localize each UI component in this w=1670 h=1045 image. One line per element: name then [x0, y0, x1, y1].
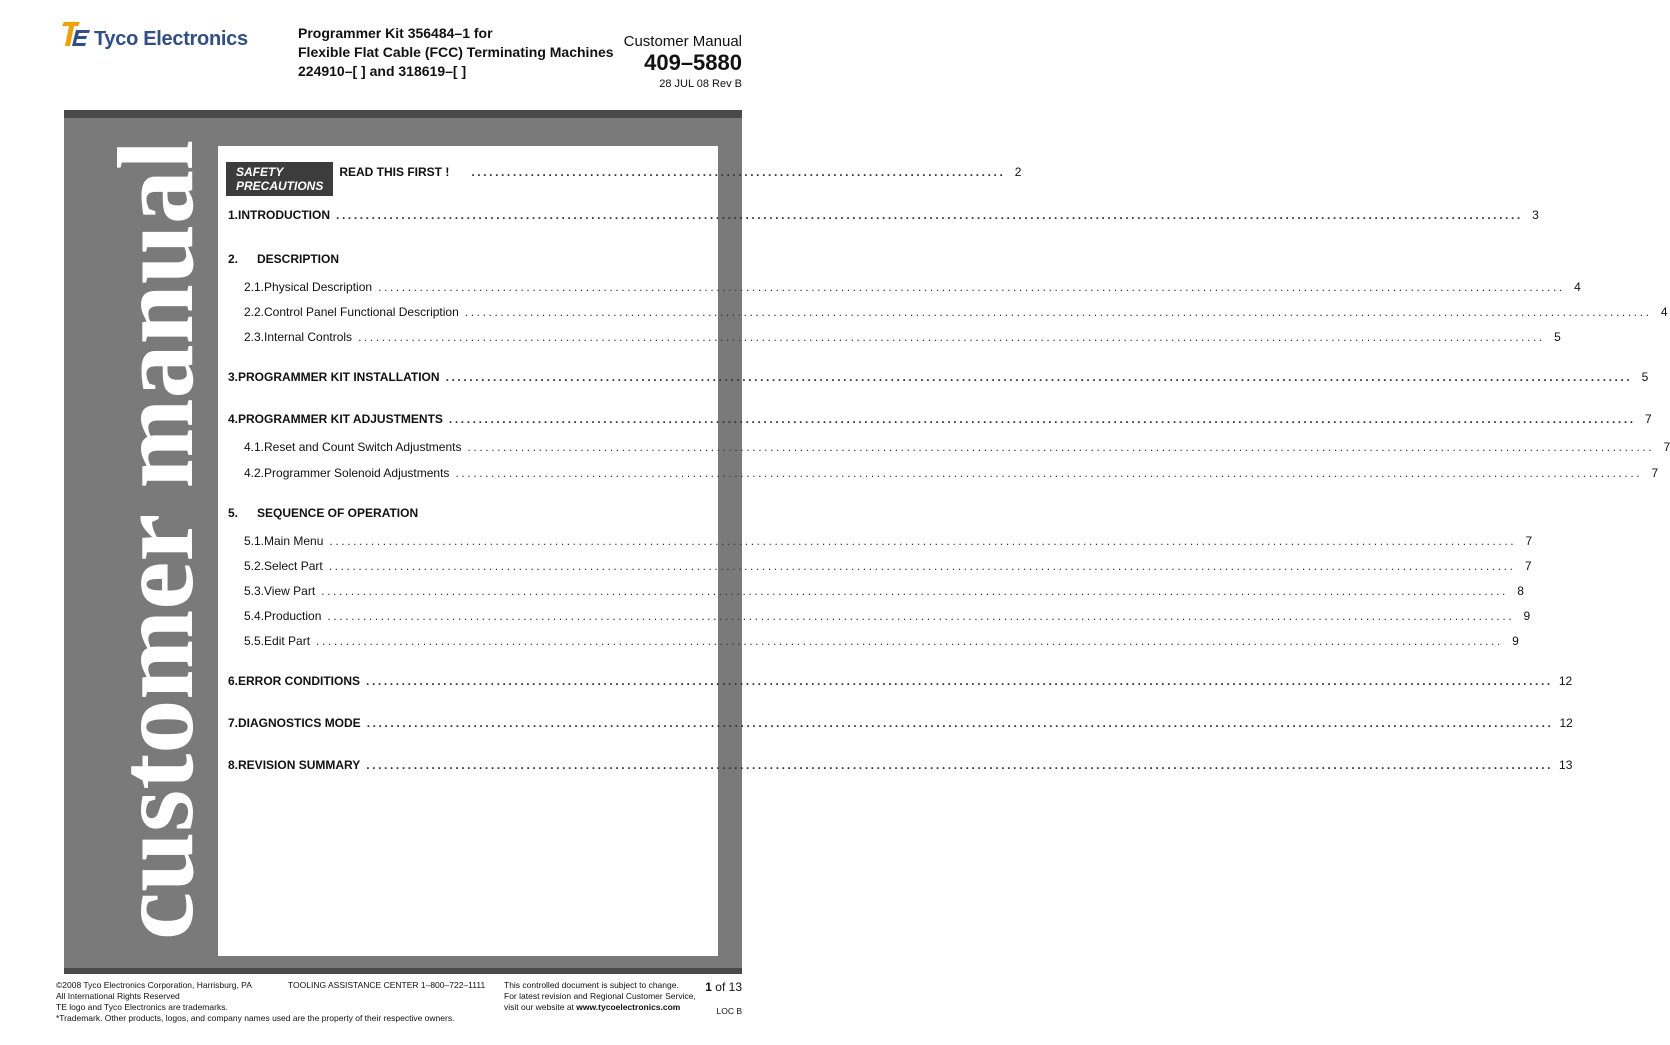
toc-entry[interactable] — [228, 208, 1539, 226]
toc-number: 5. — [228, 506, 239, 520]
toc-label: ERROR CONDITIONS — [238, 674, 361, 688]
website-prefix: visit our website at — [504, 1002, 577, 1012]
title-line-3: 224910–[ ] and 318619–[ ] — [298, 63, 467, 79]
toc-leader: ........................................................................................................................................................................................................ — [378, 280, 1565, 294]
toc-leader: ........................................................................................................................................................................................................ — [448, 412, 1636, 426]
toc-label: PROGRAMMER KIT INSTALLATION — [238, 370, 440, 384]
page-total: of 13 — [711, 980, 742, 994]
toc-safety[interactable] — [228, 162, 1022, 193]
toc-number: 5.3. — [244, 584, 265, 598]
vertical-banner — [64, 110, 214, 970]
document-type: Customer Manual — [623, 33, 742, 50]
toc-page: 7 — [1645, 412, 1652, 426]
toc-page: 9 — [1512, 634, 1519, 648]
toc-label: Programmer Solenoid Adjustments — [264, 466, 450, 480]
frame-bottom-bar — [64, 968, 742, 974]
toc-label: Select Part — [264, 559, 323, 573]
toc-page: 12 — [1558, 674, 1573, 688]
toc-leader: .......................................................................................... — [471, 165, 1006, 179]
toc-entry[interactable] — [244, 559, 1532, 577]
toc-leader: ........................................................................................................................................................................................................ — [445, 370, 1633, 384]
toc-number: 5.1. — [244, 534, 265, 548]
toc-leader: ........................................................................................................................................................................................................ — [366, 674, 1553, 688]
title-line-2: Flexible Flat Cable (FCC) Terminating Machines — [298, 44, 614, 60]
toc-leader: ........................................................................................................................................................................................................ — [455, 466, 1643, 480]
table-of-contents — [218, 146, 1670, 956]
toc-leader: ........................................................................................................................................................................................................ — [327, 609, 1515, 623]
toc-entry[interactable] — [244, 584, 1524, 602]
website-line — [504, 1002, 696, 1013]
te-logo-icon — [62, 18, 92, 50]
toc-number: 7. — [228, 716, 239, 730]
company-name: Tyco Electronics — [94, 28, 248, 50]
toc-leader: ........................................................................................................................................................................................................ — [316, 634, 1503, 648]
toc-entry[interactable] — [228, 506, 708, 524]
toc-entry[interactable] — [244, 440, 1670, 458]
toc-page: 2 — [1014, 165, 1022, 179]
toc-leader: ........................................................................................................................................................................................................ — [328, 559, 1516, 573]
company-logo — [62, 16, 277, 56]
toc-page: 5 — [1554, 330, 1561, 344]
toc-entry[interactable] — [228, 674, 1573, 692]
footer-controlled — [504, 980, 696, 1013]
toc-page: 4 — [1574, 280, 1581, 294]
toc-number: 5.5. — [244, 634, 265, 648]
toc-label: INTRODUCTION — [238, 208, 331, 222]
toc-number: 6. — [228, 674, 239, 688]
toc-number: 8. — [228, 758, 239, 772]
page-indicator — [705, 982, 742, 993]
document-number: 409–5880 — [644, 50, 742, 75]
toc-label: Physical Description — [264, 280, 373, 294]
toc-label: Internal Controls — [264, 330, 353, 344]
footer-tooling: TOOLING ASSISTANCE CENTER 1–800–722–1111 — [288, 980, 486, 990]
toc-number: 4. — [228, 412, 239, 426]
toc-number: 5.4. — [244, 609, 265, 623]
title-line-1: Programmer Kit 356484–1 for — [298, 25, 493, 41]
toc-page: 5 — [1641, 370, 1649, 384]
toc-page: 7 — [1651, 466, 1659, 480]
controlled-line: This controlled document is subject to change. — [504, 980, 679, 990]
toc-leader: ........................................................................................................................................................................................................ — [467, 440, 1655, 454]
toc-number: 1. — [228, 208, 239, 222]
toc-label: PROGRAMMER KIT ADJUSTMENTS — [238, 412, 443, 426]
vertical-banner-text: customer manual — [97, 141, 216, 940]
toc-page: 12 — [1559, 716, 1573, 730]
toc-label: DESCRIPTION — [257, 252, 340, 266]
document-title — [298, 24, 618, 81]
toc-number: 4.1. — [244, 440, 265, 454]
toc-entry[interactable] — [228, 370, 1649, 388]
toc-number: 3. — [228, 370, 239, 384]
toc-entry[interactable] — [244, 280, 1581, 298]
copyright-line: ©2008 Tyco Electronics Corporation, Harrisburg, PA — [56, 980, 252, 990]
toc-page: 13 — [1559, 758, 1573, 772]
toc-label: Production — [264, 609, 322, 623]
toc-page: 8 — [1517, 584, 1524, 598]
toc-label: SEQUENCE OF OPERATION — [257, 506, 419, 520]
toc-label: Main Menu — [264, 534, 324, 548]
toc-label: Edit Part — [264, 634, 311, 648]
toc-entry[interactable] — [228, 412, 1652, 430]
toc-leader: ........................................................................................................................................................................................................ — [464, 305, 1652, 319]
toc-entry[interactable] — [244, 466, 1659, 484]
toc-number: 5.2. — [244, 559, 265, 573]
toc-leader: ........................................................................................................................................................................................................ — [321, 584, 1508, 598]
toc-number: 2.1. — [244, 280, 265, 294]
controlled-line: For latest revision and Regional Customer Service, — [504, 991, 696, 1001]
toc-label: Control Panel Functional Description — [264, 305, 459, 319]
frame-top-bar — [64, 110, 742, 118]
toc-label: View Part — [264, 584, 316, 598]
page-number: 1 — [705, 980, 712, 994]
toc-entry[interactable] — [244, 534, 1533, 552]
toc-entry[interactable] — [228, 716, 1573, 734]
toc-label: READ THIS FIRST ! — [339, 165, 450, 179]
copyright-line: TE logo and Tyco Electronics are trademarks. — [56, 1002, 228, 1012]
toc-entry[interactable] — [228, 252, 708, 270]
toc-label: Reset and Count Switch Adjustments — [264, 440, 462, 454]
toc-page: 7 — [1524, 559, 1532, 573]
toc-leader: ........................................................................................................................................................................................................ — [366, 716, 1554, 730]
toc-leader: ........................................................................................................................................................................................................ — [329, 534, 1517, 548]
toc-number: 2. — [228, 252, 239, 266]
toc-page: 4 — [1660, 305, 1668, 319]
trademark-note: *Trademark. Other products, logos, and company names used are the property of their respective owners. — [56, 1013, 455, 1023]
loc-code: LOC B — [716, 1006, 742, 1016]
toc-entry[interactable] — [244, 305, 1668, 323]
toc-label: DIAGNOSTICS MODE — [238, 716, 361, 730]
toc-number: 4.2. — [244, 466, 265, 480]
toc-page: 9 — [1523, 609, 1531, 623]
toc-number: 2.3. — [244, 330, 265, 344]
toc-number: 2.2. — [244, 305, 265, 319]
toc-entry[interactable] — [228, 758, 1573, 776]
toc-entry[interactable] — [244, 330, 1561, 348]
copyright-line: All International Rights Reserved — [56, 991, 180, 1001]
toc-page: 7 — [1663, 440, 1670, 454]
toc-label: REVISION SUMMARY — [238, 758, 361, 772]
toc-entry[interactable] — [244, 634, 1519, 652]
toc-page: 3 — [1532, 208, 1539, 222]
document-date-revision: 28 JUL 08 Rev B — [659, 78, 742, 90]
toc-entry[interactable] — [244, 609, 1531, 627]
toc-leader: ........................................................................................................................................................................................................ — [358, 330, 1545, 344]
toc-page: 7 — [1525, 534, 1533, 548]
toc-leader: ........................................................................................................................................................................................................ — [366, 758, 1554, 772]
website-link[interactable]: www.tycoelectronics.com — [576, 1002, 681, 1012]
safety-badge: SAFETY PRECAUTIONS — [226, 162, 333, 196]
toc-leader: ........................................................................................................................................................................................................ — [336, 208, 1523, 222]
